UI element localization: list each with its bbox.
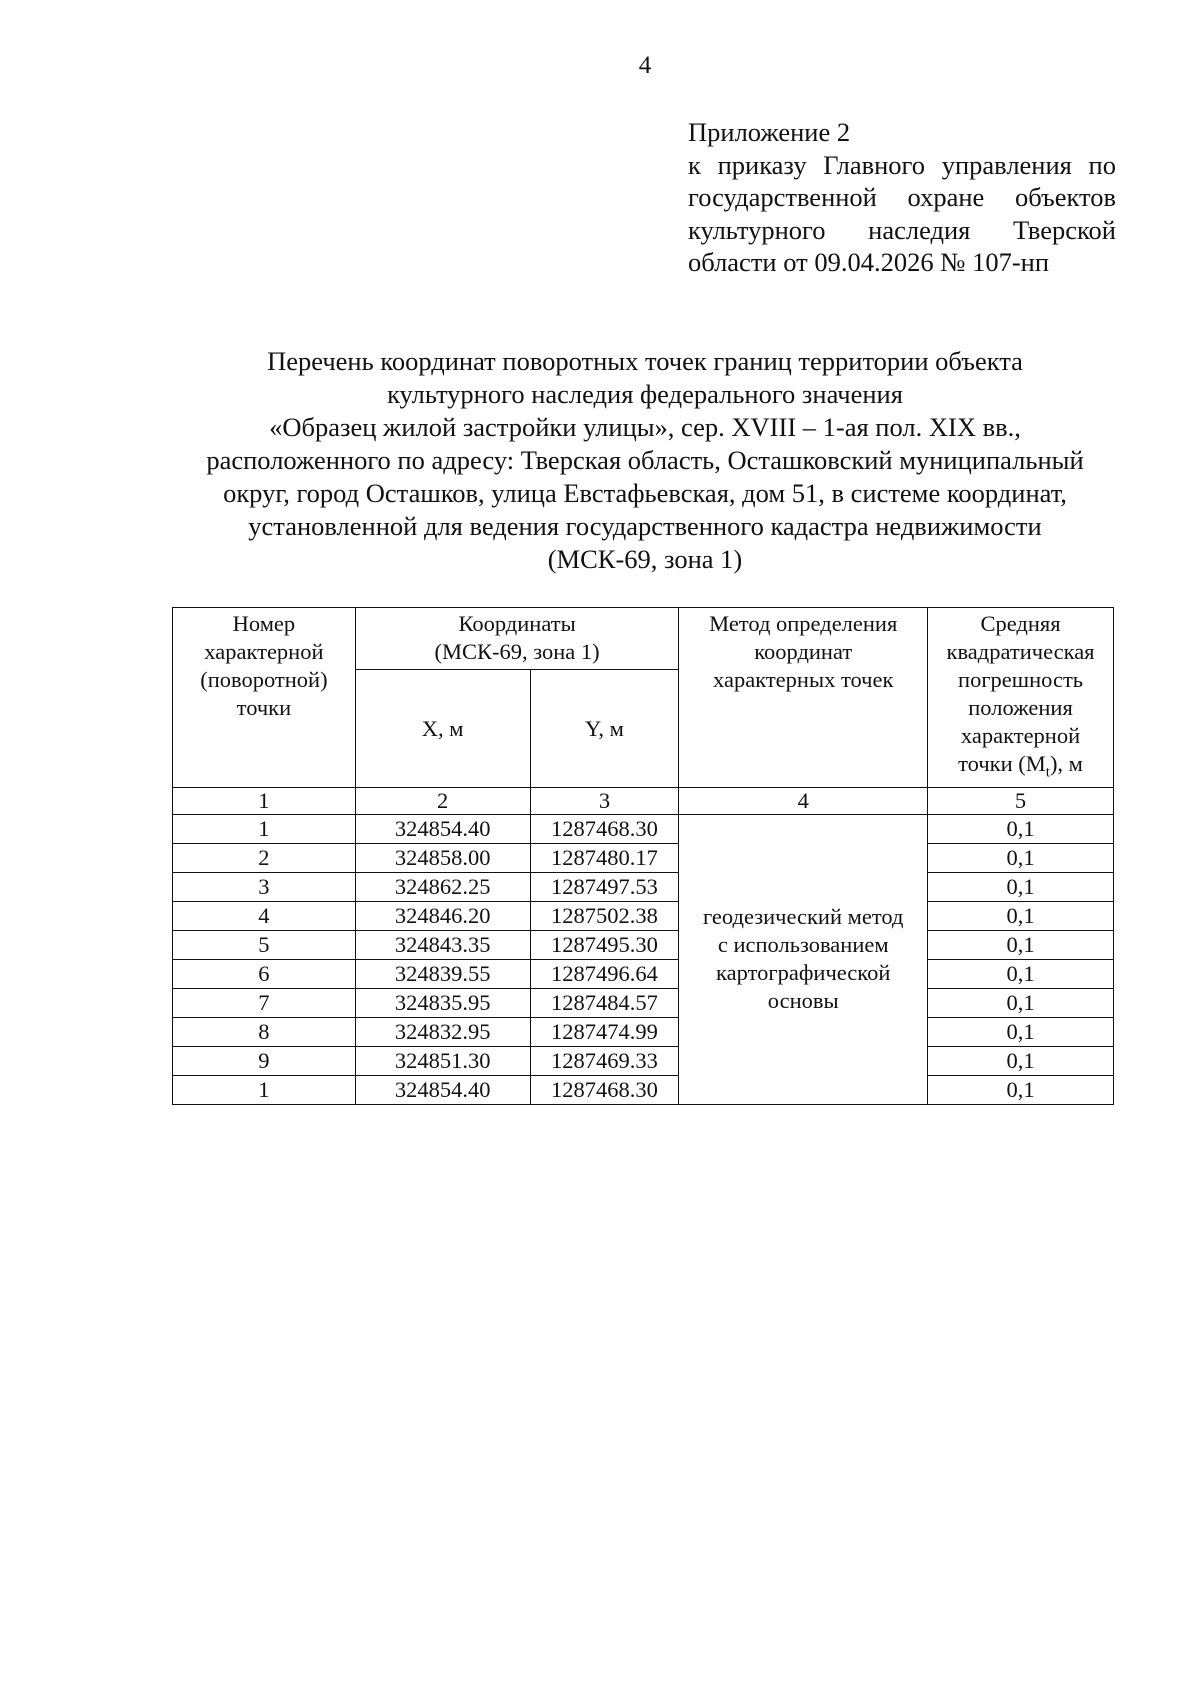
header-line: погрешность xyxy=(958,667,1084,692)
cell-point: 4 xyxy=(173,901,356,930)
header-x: X, м xyxy=(355,670,530,787)
column-number: 3 xyxy=(530,787,679,814)
cell-method xyxy=(679,814,928,1104)
column-number: 1 xyxy=(173,787,356,814)
cell-y: 1287468.30 xyxy=(530,814,679,843)
table-row xyxy=(173,814,1114,843)
appendix-title: Приложение 2 xyxy=(688,117,851,147)
cell-error: 0,1 xyxy=(928,814,1114,843)
cell-x: 324854.40 xyxy=(355,814,530,843)
page-number: 4 xyxy=(638,52,652,79)
table-row xyxy=(173,959,1114,988)
cell-x: 324862.25 xyxy=(355,872,530,901)
cell-y: 1287474.99 xyxy=(530,1017,679,1046)
cell-error: 0,1 xyxy=(928,843,1114,872)
cell-point: 3 xyxy=(173,872,356,901)
cell-y: 1287480.17 xyxy=(530,843,679,872)
title-line: «Образец жилой застройки улицы», сер. XVIII – 1-ая пол. XIX вв., xyxy=(269,412,1021,442)
document-title xyxy=(160,345,1130,576)
cell-x: 324843.35 xyxy=(355,930,530,959)
cell-point: 7 xyxy=(173,988,356,1017)
header-line: характерной xyxy=(960,723,1081,748)
header-y: Y, м xyxy=(530,670,679,787)
cell-y: 1287484.57 xyxy=(530,988,679,1017)
header-line: квадратическая xyxy=(946,639,1095,664)
cell-y: 1287469.33 xyxy=(530,1046,679,1075)
cell-x: 324854.40 xyxy=(355,1075,530,1104)
table-row xyxy=(173,1075,1114,1104)
column-number: 2 xyxy=(355,787,530,814)
title-line: установленной для ведения государственного кадастра недвижимости xyxy=(248,511,1042,541)
header-line: (МСК-69, зона 1) xyxy=(434,639,600,664)
cell-point: 6 xyxy=(173,959,356,988)
header-point-number xyxy=(173,608,356,788)
cell-y: 1287495.30 xyxy=(530,930,679,959)
cell-point: 1 xyxy=(173,814,356,843)
table-row xyxy=(173,872,1114,901)
cell-point: 8 xyxy=(173,1017,356,1046)
header-line: Метод определения xyxy=(709,611,898,636)
cell-error: 0,1 xyxy=(928,1075,1114,1104)
method-line: с использованием xyxy=(717,932,889,957)
header-line: характерной xyxy=(204,639,324,664)
cell-point: 2 xyxy=(173,843,356,872)
appendix-block xyxy=(688,116,1116,279)
header-coordinates xyxy=(355,608,679,670)
header-part: точки (M xyxy=(958,751,1046,776)
header-line: точки xyxy=(236,695,292,720)
cell-y: 1287496.64 xyxy=(530,959,679,988)
header-line: Средняя xyxy=(980,611,1061,636)
header-line: положения xyxy=(968,695,1073,720)
cell-y: 1287468.30 xyxy=(530,1075,679,1104)
title-line: (МСК-69, зона 1) xyxy=(547,544,743,574)
table-row xyxy=(173,1046,1114,1075)
cell-error: 0,1 xyxy=(928,988,1114,1017)
column-number: 4 xyxy=(679,787,928,814)
cell-point: 1 xyxy=(173,1075,356,1104)
title-line: культурного наследия федерального значения xyxy=(387,379,903,409)
column-number-row xyxy=(173,787,1114,814)
cell-x: 324832.95 xyxy=(355,1017,530,1046)
header-line: координат xyxy=(754,639,853,664)
title-line: Перечень координат поворотных точек границ территории объекта xyxy=(267,346,1023,376)
header-subscript: t xyxy=(1045,764,1050,781)
method-line: картографической xyxy=(716,960,891,985)
header-part: ), м xyxy=(1049,751,1083,776)
table-row xyxy=(173,930,1114,959)
column-number: 5 xyxy=(928,787,1114,814)
coordinates-table xyxy=(172,607,1114,1105)
header-mean-error xyxy=(928,608,1114,788)
header-line: (поворотной) xyxy=(200,667,328,692)
table-row xyxy=(173,1017,1114,1046)
table-row xyxy=(173,843,1114,872)
cell-error: 0,1 xyxy=(928,1046,1114,1075)
cell-y: 1287497.53 xyxy=(530,872,679,901)
table-row xyxy=(173,901,1114,930)
cell-error: 0,1 xyxy=(928,959,1114,988)
header-line: Номер xyxy=(232,611,296,636)
cell-error: 0,1 xyxy=(928,901,1114,930)
header-method xyxy=(679,608,928,788)
cell-x: 324835.95 xyxy=(355,988,530,1017)
cell-error: 0,1 xyxy=(928,872,1114,901)
header-line-last xyxy=(932,750,1109,787)
appendix-text: к приказу Главного управления по государственной охране объектов культурного наследия Тверской области от 09.04.2026 № 107-нп xyxy=(688,149,1116,277)
method-line: геодезический метод xyxy=(702,904,904,929)
cell-error: 0,1 xyxy=(928,1017,1114,1046)
cell-x: 324858.00 xyxy=(355,843,530,872)
cell-x: 324851.30 xyxy=(355,1046,530,1075)
cell-point: 9 xyxy=(173,1046,356,1075)
header-line: характерных точек xyxy=(713,667,894,692)
title-line: округ, город Осташков, улица Евстафьевская, дом 51, в системе координат, xyxy=(223,478,1067,508)
method-line: основы xyxy=(767,988,839,1013)
cell-point: 5 xyxy=(173,930,356,959)
header-line: Координаты xyxy=(458,611,576,636)
table-row xyxy=(173,988,1114,1017)
cell-y: 1287502.38 xyxy=(530,901,679,930)
title-line: расположенного по адресу: Тверская область, Осташковский муниципальный xyxy=(206,445,1084,475)
cell-x: 324839.55 xyxy=(355,959,530,988)
cell-error: 0,1 xyxy=(928,930,1114,959)
cell-x: 324846.20 xyxy=(355,901,530,930)
